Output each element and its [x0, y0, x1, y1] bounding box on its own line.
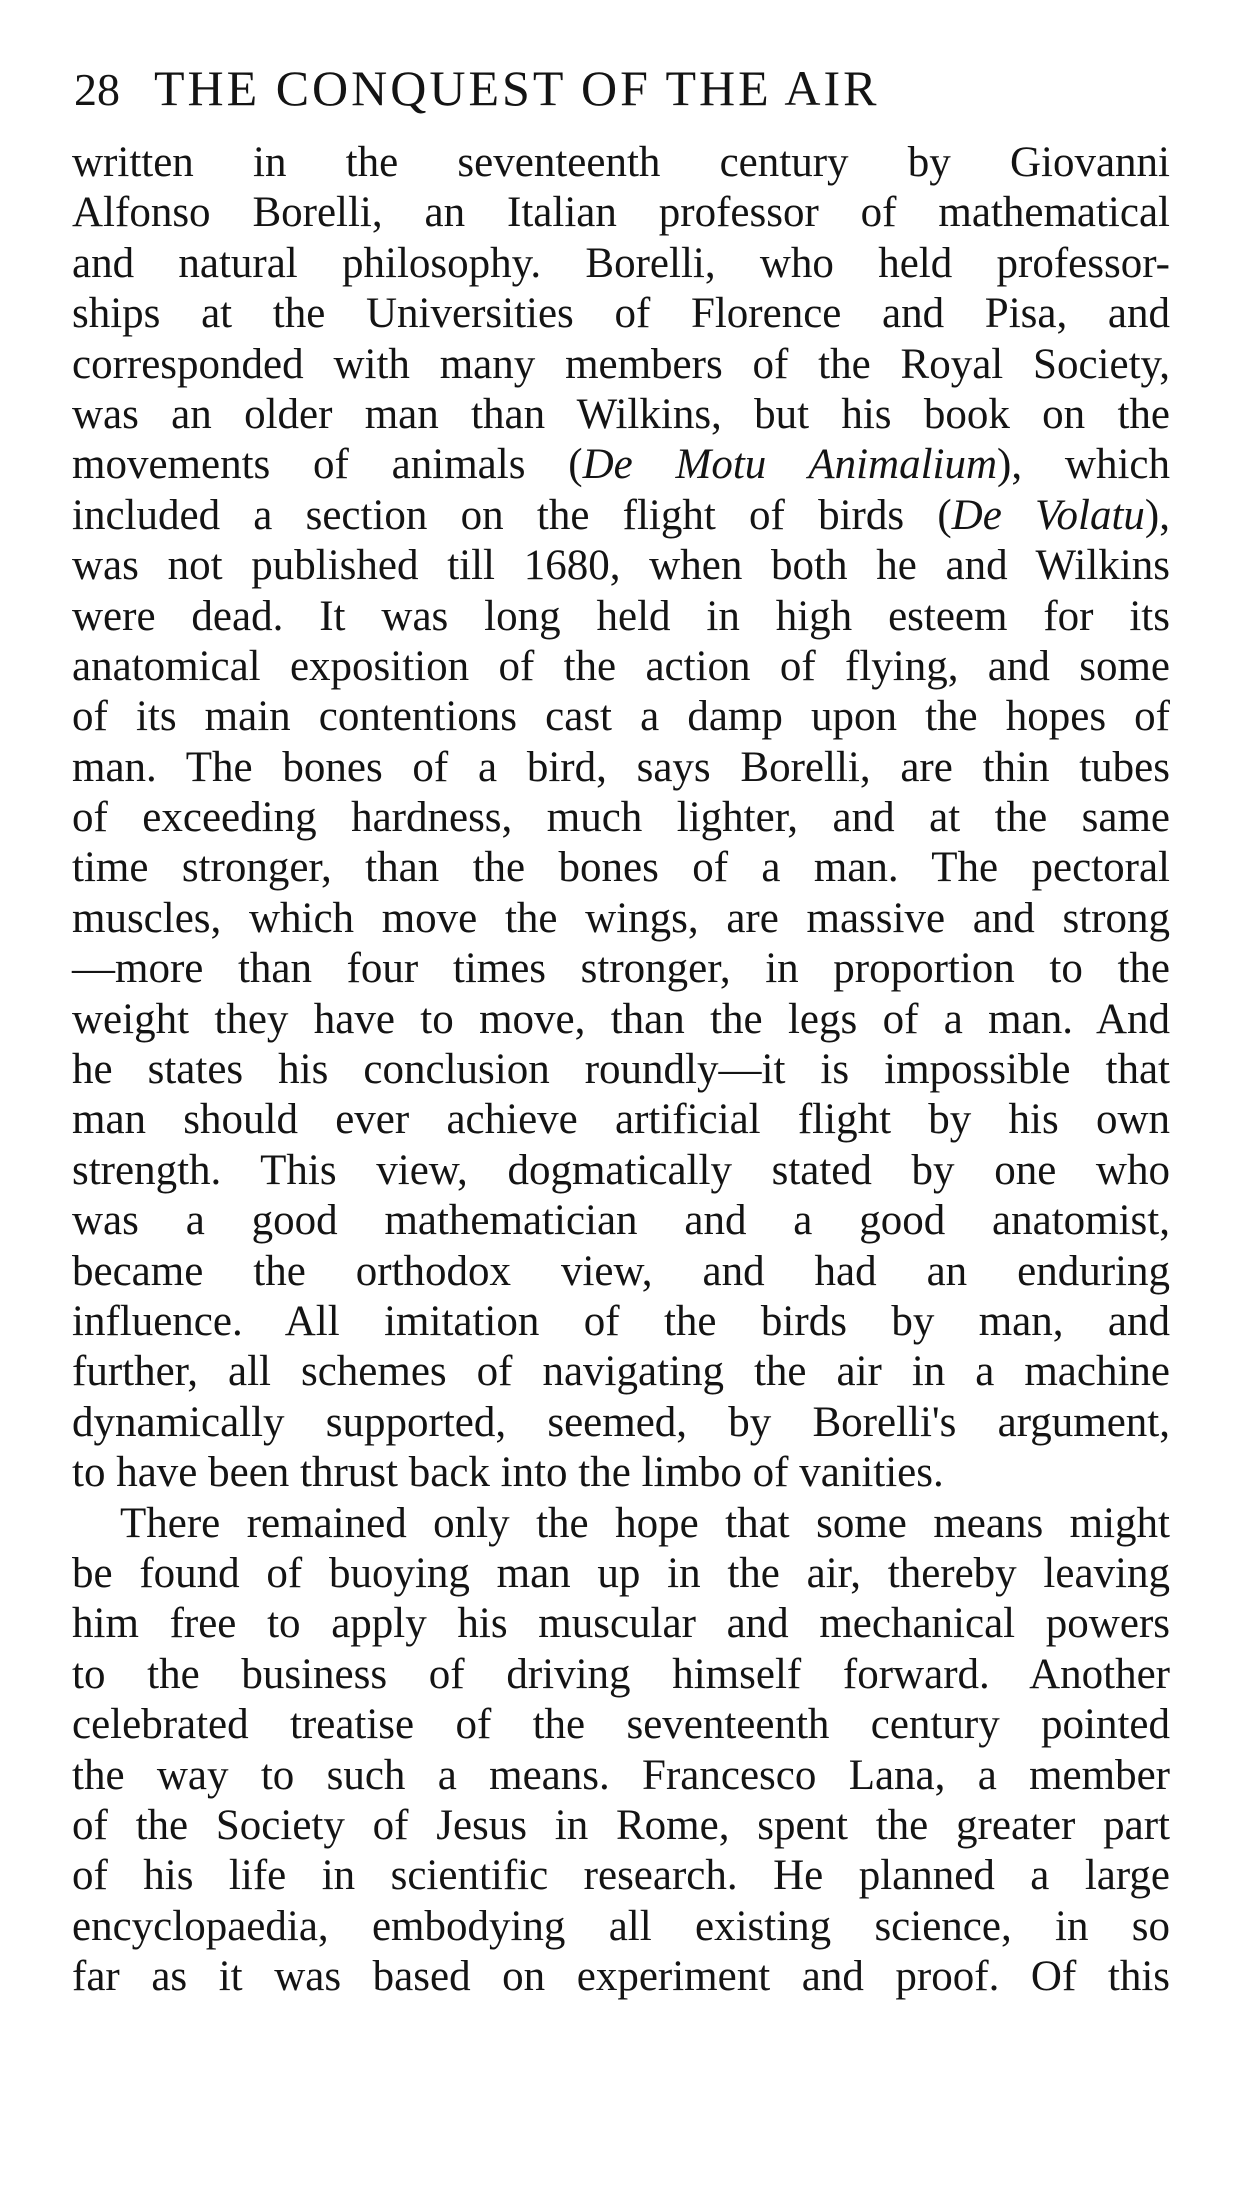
text-line: written in the seventeenth century by Giovanni: [72, 139, 1170, 186]
text-line: influence. All imitation of the birds by man, and: [72, 1297, 1170, 1345]
text-line: of its main contentions cast a damp upon the hopes of: [72, 693, 1170, 741]
book-title-italic: De Volatu: [951, 491, 1145, 539]
body-text: [72, 138, 1170, 2002]
running-head: [74, 58, 1174, 118]
text-line: muscles, which move the wings, are massive and strong: [72, 894, 1170, 942]
text-line: ships at the Universities of Florence and Pisa, and: [72, 290, 1170, 338]
text-line: dynamically supported, seemed, by Borelli's argument,: [72, 1398, 1170, 1446]
text-line: celebrated treatise of the seventeenth century pointed: [72, 1701, 1170, 1749]
text-line: further, all schemes of navigating the air in a machine: [72, 1348, 1170, 1396]
text-line: was an older man than Wilkins, but his book on the: [72, 390, 1170, 438]
text-line: corresponded with many members of the Royal Society,: [72, 340, 1170, 388]
text-line: Alfonso Borelli, an Italian professor of mathematical: [72, 189, 1170, 237]
text-line: of his life in scientific research. He planned a large: [72, 1852, 1170, 1900]
text-line: him free to apply his muscular and mechanical powers: [72, 1600, 1170, 1648]
text-line: be found of buoying man up in the air, thereby leaving: [72, 1549, 1170, 1597]
running-title: THE CONQUEST OF THE AIR: [154, 60, 880, 116]
text-line: weight they have to move, than the legs of a man. And: [72, 995, 1170, 1043]
text-line: man should ever achieve artificial flight by his own: [72, 1096, 1170, 1144]
text-line: was a good mathematician and a good anatomist,: [72, 1197, 1170, 1245]
text-line: of the Society of Jesus in Rome, spent the greater part: [72, 1801, 1170, 1849]
text-line: the way to such a means. Francesco Lana, a member: [72, 1751, 1170, 1799]
text-line: included a section on the flight of birds (De Volatu),: [72, 491, 1170, 539]
text-line: strength. This view, dogmatically stated by one who: [72, 1146, 1170, 1194]
text-line: encyclopaedia, embodying all existing science, in so: [72, 1902, 1170, 1950]
text-line: far as it was based on experiment and proof. Of this: [72, 1953, 1170, 2001]
text-line: man. The bones of a bird, says Borelli, are thin tubes: [72, 743, 1170, 791]
text-line: to the business of driving himself forward. Another: [72, 1650, 1170, 1698]
text-line: movements of animals (De Motu Animalium), which: [72, 441, 1170, 489]
text-line: of exceeding hardness, much lighter, and at the same: [72, 794, 1170, 842]
text-line: time stronger, than the bones of a man. The pectoral: [72, 844, 1170, 892]
text-line: were dead. It was long held in high esteem for its: [72, 592, 1170, 640]
text-line: anatomical exposition of the action of flying, and some: [72, 642, 1170, 690]
book-title-italic: De Motu Animalium: [582, 441, 998, 489]
paragraph-start-line: There remained only the hope that some means might: [120, 1499, 1170, 1547]
page-number: 28: [74, 64, 120, 115]
text-line: —more than four times stronger, in proportion to the: [72, 945, 1170, 993]
text-line: was not published till 1680, when both he and Wilkins: [72, 542, 1170, 590]
text-line: he states his conclusion roundly—it is impossible that: [72, 1046, 1170, 1094]
text-line: to have been thrust back into the limbo of vanities.: [72, 1449, 944, 1497]
text-line: became the orthodox view, and had an enduring: [72, 1247, 1170, 1295]
text-line: and natural philosophy. Borelli, who held professor-: [72, 239, 1170, 287]
